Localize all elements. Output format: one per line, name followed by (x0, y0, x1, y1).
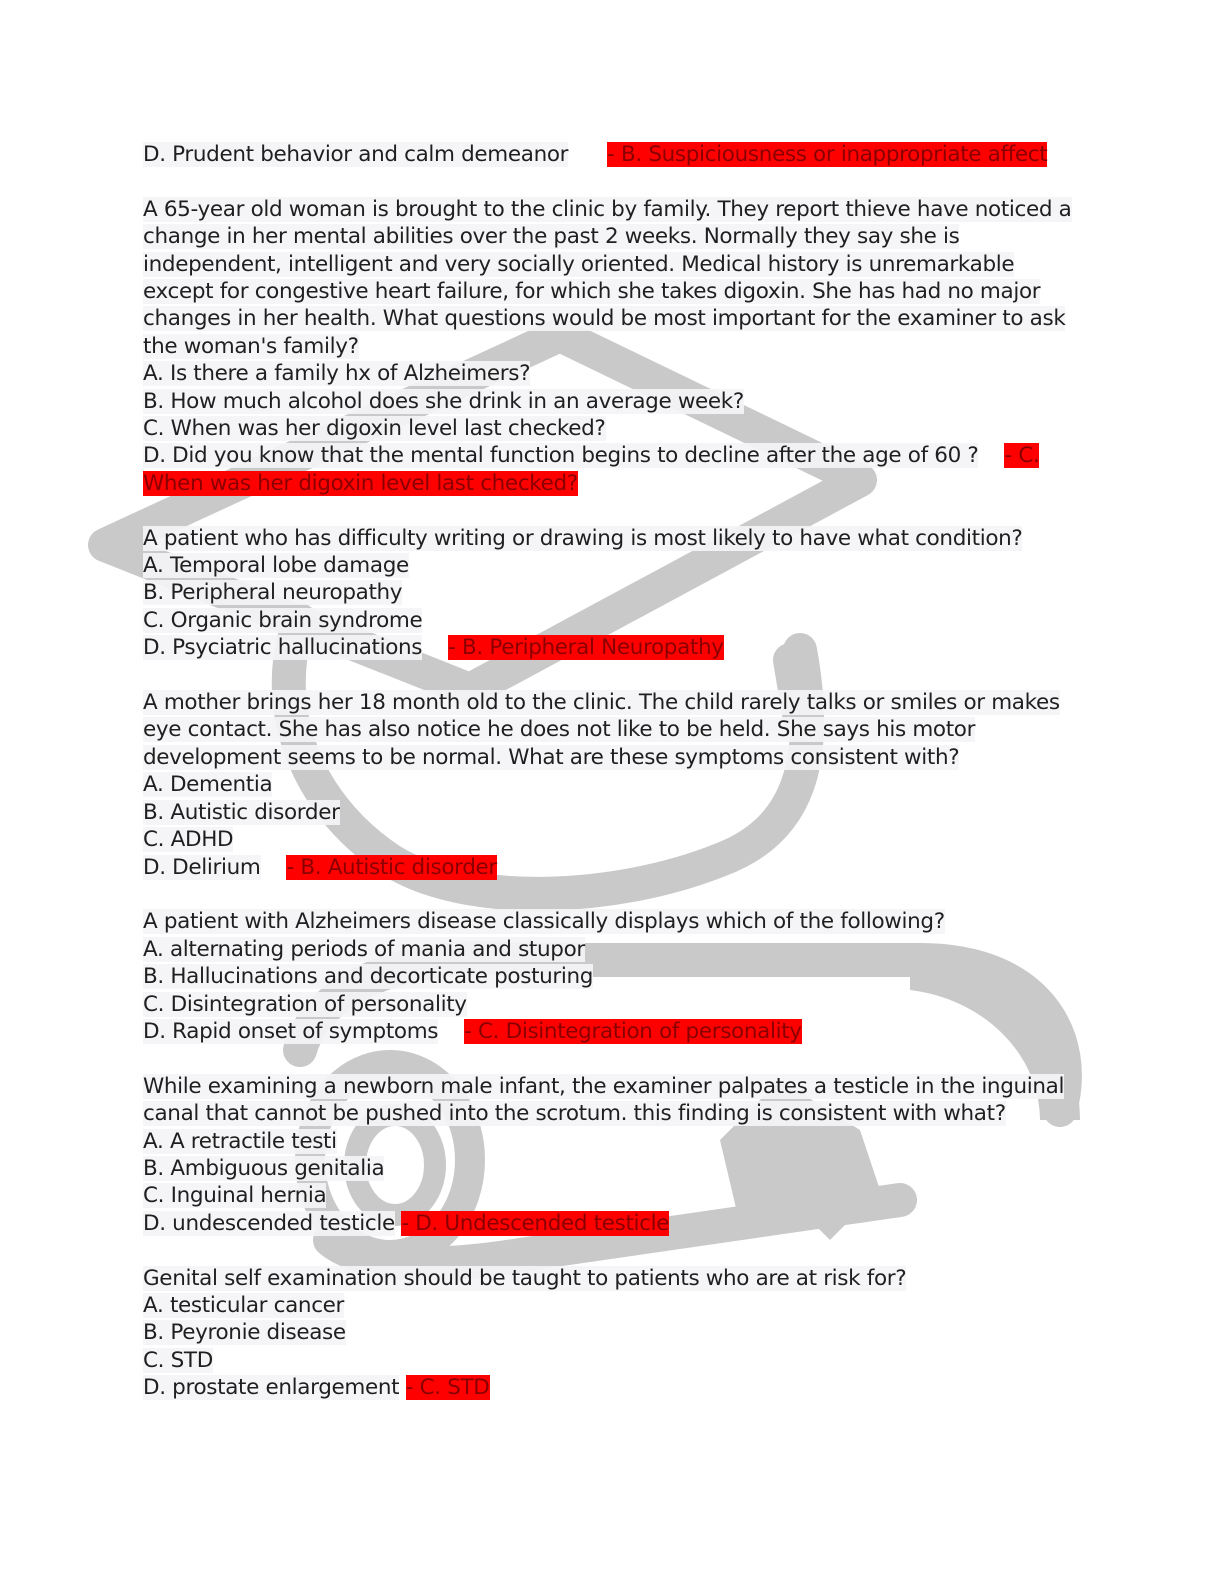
answer-option: B. Ambiguous genitalia (143, 1155, 385, 1181)
answer-option: A. alternating periods of mania and stupor (143, 936, 585, 962)
lead-question-tail (143, 141, 1083, 168)
answer-option: B. Autistic disorder (143, 799, 340, 825)
answer-option: A. Is there a family hx of Alzheimers? (143, 361, 531, 387)
question-stem: A mother brings her 18 month old to the clinic. The child rarely talks or smiles or makes eye contact. She has also notice he does not like to be held. She says his motor development seems to be normal. What are these symptoms consistent with? (143, 690, 1060, 770)
question-block (143, 525, 1083, 662)
question-block (143, 1073, 1083, 1237)
question-block (143, 1265, 1083, 1402)
answer-highlight: - B. Autistic disorder (286, 854, 497, 880)
answer-option: A. Dementia (143, 772, 273, 798)
answer-option: C. ADHD (143, 827, 234, 853)
answer-highlight: - D. Undescended testicle (401, 1210, 670, 1236)
answer-option: B. Peripheral neuropathy (143, 580, 403, 606)
answer-option: D. prostate enlargement - C. STD (143, 1375, 490, 1401)
answer-option: B. Hallucinations and decorticate posturing (143, 964, 594, 990)
question-stem: While examining a newborn male infant, the examiner palpates a testicle in the inguinal canal that cannot be pushed into the scrotum. this finding is consistent with what? (143, 1073, 1065, 1127)
question-block (143, 689, 1083, 881)
question-block (143, 908, 1083, 1045)
answer-option: D. Did you know that the mental function begins to decline after the age of 60 ? - C. When was her digoxin level last checked? (143, 443, 1040, 496)
answer-option: C. Disintegration of personality (143, 991, 467, 1017)
question-block (143, 196, 1083, 497)
answer-option: C. Organic brain syndrome (143, 607, 423, 633)
answer-option: A. testicular cancer (143, 1292, 345, 1318)
question-stem: A 65-year old woman is brought to the clinic by family. They report thieve have noticed a change in her mental abilities over the past 2 weeks. Normally they say she is independent, intelligent and very socially oriented. Medical history is unremarkable except for congestive heart failure, for which she takes digoxin. She has had no major changes in her health. What questions would be most important for the examiner to ask the woman's family? (143, 196, 1072, 359)
answer-option: D. Rapid onset of symptoms - C. Disintegration of personality (143, 1018, 802, 1044)
answer-option: C. When was her digoxin level last checked? (143, 416, 606, 442)
answer-option: C. Inguinal hernia (143, 1183, 327, 1209)
answer-highlight: - C. When was her digoxin level last checked? (143, 443, 1040, 496)
answer-option: A. Temporal lobe damage (143, 553, 409, 579)
answer-option: B. How much alcohol does she drink in an average week? (143, 388, 744, 414)
question-stem: A patient who has difficulty writing or drawing is most likely to have what condition? (143, 525, 1023, 551)
answer-option: D. Psyciatric hallucinations - B. Peripheral Neuropathy (143, 635, 724, 661)
answer-highlight: - C. STD (405, 1375, 490, 1401)
answer-highlight: - C. Disintegration of personality (464, 1018, 802, 1044)
question-stem: Genital self examination should be taught to patients who are at risk for? (143, 1265, 907, 1291)
answer-option: D. Delirium - B. Autistic disorder (143, 854, 497, 880)
option-text: D. Prudent behavior and calm demeanor (143, 142, 569, 167)
answer-option: B. Peyronie disease (143, 1320, 346, 1346)
answer-option: C. STD (143, 1347, 213, 1373)
question-stem: A patient with Alzheimers disease classically displays which of the following? (143, 909, 945, 935)
answer-highlight: - B. Peripheral Neuropathy (448, 635, 724, 661)
answer-option: A. A retractile testi (143, 1128, 337, 1154)
answer-highlight: - B. Suspiciousness or inappropriate affect (607, 142, 1048, 167)
answer-option: D. undescended testicle - D. Undescended testicle (143, 1210, 670, 1236)
document-body (143, 141, 1083, 1429)
